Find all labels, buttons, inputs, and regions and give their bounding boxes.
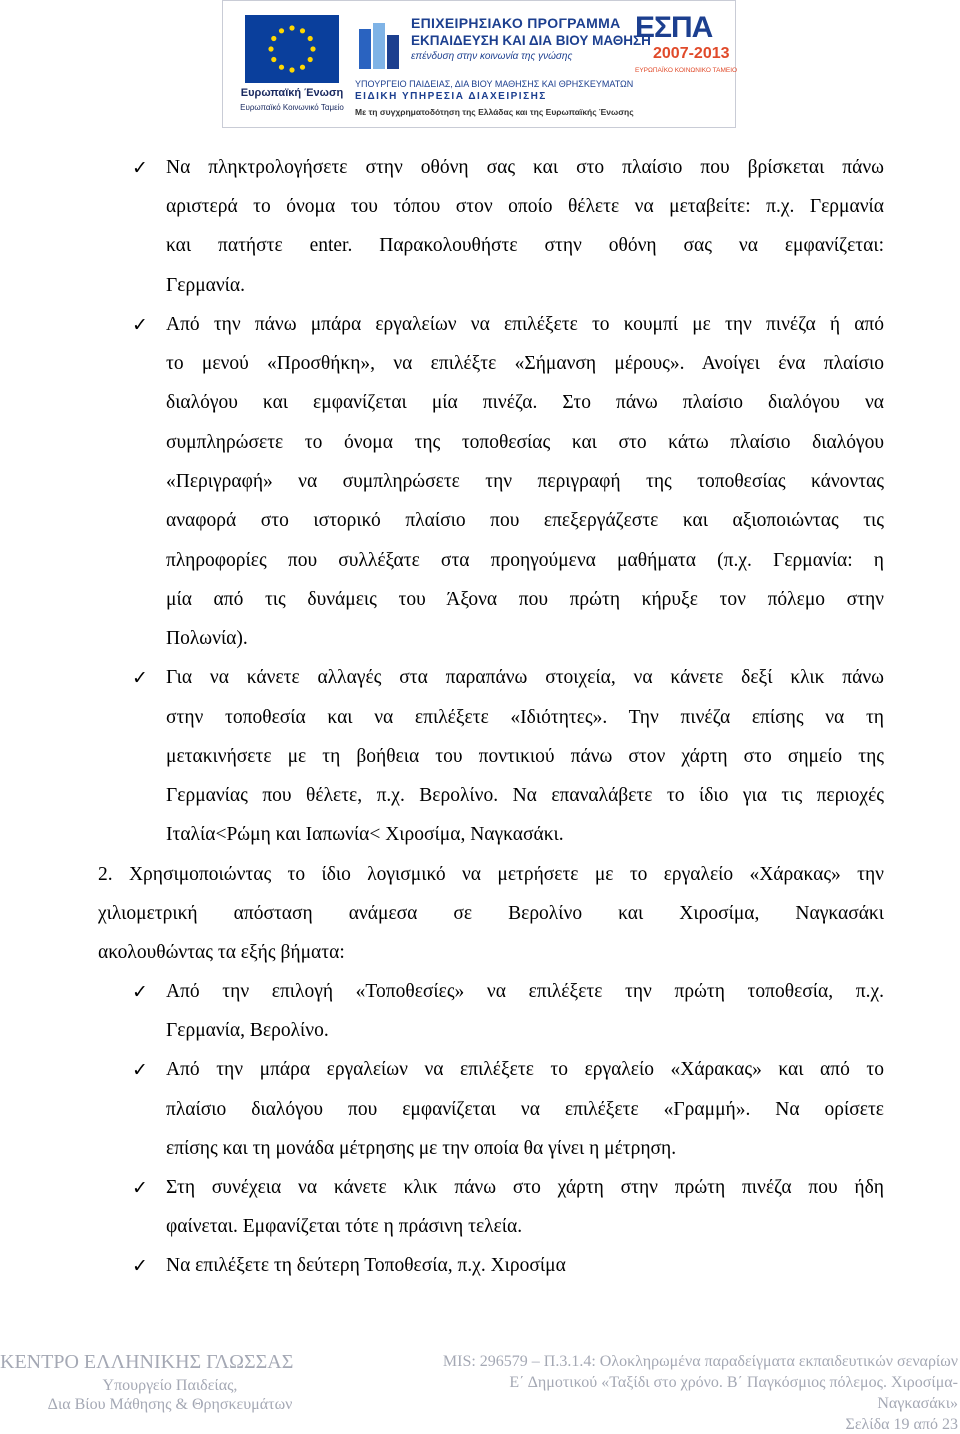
footer-project-title: Ε΄ Δημοτικού «Ταξίδι στο χρόνο. Β΄ Παγκόσμιος πόλεμος. Χιροσίμα- [509, 1374, 958, 1391]
paragraph-line: Γερμανία, Βερολίνο. [166, 1020, 329, 1041]
paragraph-line: Από την επιλογή «Τοποθεσίες» να επιλέξετε την πρώτη τοποθεσία, π.χ. [166, 981, 884, 1002]
paragraph-line: «Περιγραφή» να συμπληρώσετε την περιγραφή της τοποθεσίας κάνοντας [166, 471, 884, 492]
footer-ministry-detail: Δια Βίου Μάθησης & Θρησκευμάτων [47, 1396, 293, 1413]
paragraph-line: Πολωνία). [166, 628, 248, 649]
paragraph-line: Να επιλέξετε τη δεύτερη Τοποθεσία, π.χ. Χιροσίμα [166, 1255, 566, 1276]
footer-project-title-end: Ναγκασάκι» [877, 1395, 958, 1412]
paragraph-line: Γερμανία. [166, 275, 246, 296]
paragraph-line: αναφορά στο ιστορικό πλαίσιο που επεξεργάζεστε και αξιοποιώντας τις [166, 510, 884, 531]
checkmark-icon: ✓ [132, 314, 148, 336]
eu-caption: Ευρωπαϊκή Ένωση [240, 87, 344, 99]
espa-logo [635, 11, 738, 91]
programme-title: ΕΠΙΧΕΙΡΗΣΙΑΚΟ ΠΡΟΓΡΑΜΜΑ [411, 15, 621, 31]
paragraph-line: Για να κάνετε αλλαγές στα παραπάνω στοιχεία, να κάνετε δεξί κλικ πάνω [166, 667, 884, 688]
eu-logo [237, 15, 347, 115]
operational-programme-logo [355, 11, 651, 119]
programme-subtitle: ΕΚΠΑΙΔΕΥΣΗ ΚΑΙ ΔΙΑ ΒΙΟΥ ΜΑΘΗΣΗ [411, 33, 651, 48]
paragraph-line: Ιταλία<Ρώμη και Ιαπωνία< Χιροσίμα, Ναγκασάκι. [166, 824, 564, 845]
paragraph-line: Να πληκτρολογήσετε στην οθόνη σας και στο πλαίσιο που βρίσκεται πάνω [166, 157, 884, 178]
paragraph-line: επίσης και τη μονάδα μέτρησης με την οποία θα γίνει η μέτρηση. [166, 1138, 677, 1159]
espa-subtitle: ΕΥΡΩΠΑΪΚΟ ΚΟΙΝΩΝΙΚΟ ΤΑΜΕΙΟ [635, 67, 738, 74]
paragraph-line: και πατήστε enter. Παρακολουθήστε στην οθόνη σας να εμφανίζεται: [166, 235, 884, 256]
page-number: Σελίδα 19 από 23 [845, 1416, 958, 1433]
paragraph-line: χιλιομετρική απόσταση ανάμεσα σε Βερολίνο και Χιροσίμα, Ναγκασάκι [98, 903, 884, 924]
paragraph-line: Γερμανίας που θέλετε, π.χ. Βερολίνο. Να επαναλάβετε το ίδιο για τις περιοχές [166, 785, 884, 806]
eu-fund-caption: Ευρωπαϊκό Κοινωνικό Ταμείο [240, 103, 344, 112]
paragraph-line: μία από τις δυνάμεις του Άξονα που πρώτη κήρυξε τον πόλεμο στην [166, 589, 884, 610]
cofunding-caption: Με τη συγχρηματοδότηση της Ελλάδας και της Ευρωπαϊκής Ένωσης [355, 107, 634, 117]
paragraph-line: συμπληρώσετε το όνομα της τοποθεσίας και στο κάτω πλαίσιο διαλόγου [166, 432, 884, 453]
programme-mark-icon [357, 21, 403, 71]
paragraph-line: Από την μπάρα εργαλείων να επιλέξετε το εργαλείο «Χάρακας» και από το [166, 1059, 884, 1080]
paragraph-line: το μενού «Προσθήκη», να επιλέξτε «Σήμανση μέρους». Ανοίγει ένα πλαίσιο [166, 353, 884, 374]
checkmark-icon: ✓ [132, 981, 148, 1003]
espa-years: 2007-2013 [653, 45, 730, 62]
management-service-caption: ΕΙΔΙΚΗ ΥΠΗΡΕΣΙΑ ΔΙΑΧΕΙΡΙΣΗΣ [355, 91, 547, 102]
paragraph-line: πλαίσιο διαλόγου που εμφανίζεται να επιλέξετε «Γραμμή». Να ορίσετε [166, 1099, 884, 1120]
paragraph-line: μετακινήσετε με τη βοήθεια του ποντικιού πάνω στον χάρτη στο σημείο της [166, 746, 884, 767]
paragraph-line: ακολουθώντας τα εξής βήματα: [98, 942, 345, 963]
paragraph-line: Από την πάνω μπάρα εργαλείων να επιλέξετε το κουμπί με την πινέζα ή από [166, 314, 884, 335]
paragraph-line: πληροφορίες που συλλέξατε στα προηγούμενα μαθήματα (π.χ. Γερμανία: η [166, 550, 884, 571]
eu-flag-icon [245, 15, 339, 83]
checkmark-icon: ✓ [132, 667, 148, 689]
checkmark-icon: ✓ [132, 157, 148, 179]
paragraph-line: αριστερά το όνομα του τόπου στον οποίο θέλετε να μεταβείτε: π.χ. Γερμανία [166, 196, 884, 217]
programme-slogan: επένδυση στην κοινωνία της γνώσης [411, 51, 573, 62]
paragraph-line: 2. Χρησιμοποιώντας το ίδιο λογισμικό να μετρήσετε με το εργαλείο «Χάρακας» την [98, 864, 884, 885]
footer-organization: ΚΕΝΤΡΟ ΕΛΛΗΝΙΚΗΣ ΓΛΩΣΣΑΣ [0, 1351, 294, 1373]
checkmark-icon: ✓ [132, 1255, 148, 1277]
paragraph-line: φαίνεται. Εμφανίζεται τότε η πράσινη τελεία. [166, 1216, 523, 1237]
ministry-caption: ΥΠΟΥΡΓΕΙΟ ΠΑΙΔΕΙΑΣ, ΔΙΑ ΒΙΟΥ ΜΑΘΗΣΗΣ ΚΑΙ ΘΡΗΣΚΕΥΜΑΤΩΝ [355, 79, 634, 89]
paragraph-line: στην τοποθεσία και να επιλέξετε «Ιδιότητες». Την πινέζα επίσης να τη [166, 707, 884, 728]
footer-ministry: Υπουργείο Παιδείας, [102, 1377, 238, 1394]
espa-name: ΕΣΠΑ [635, 11, 713, 44]
paragraph-line: διαλόγου και εμφανίζεται μία πινέζα. Στο πάνω πλαίσιο διαλόγου να [166, 392, 884, 413]
header-banner [222, 0, 736, 128]
footer-project-code: MIS: 296579 – Π.3.1.4: Ολοκληρωμένα παραδείγματα εκπαιδευτικών σεναρίων [442, 1353, 958, 1370]
checkmark-icon: ✓ [132, 1177, 148, 1199]
checkmark-icon: ✓ [132, 1059, 148, 1081]
paragraph-line: Στη συνέχεια να κάνετε κλικ πάνω στο χάρτη στην πρώτη πινέζα που ήδη [166, 1177, 884, 1198]
